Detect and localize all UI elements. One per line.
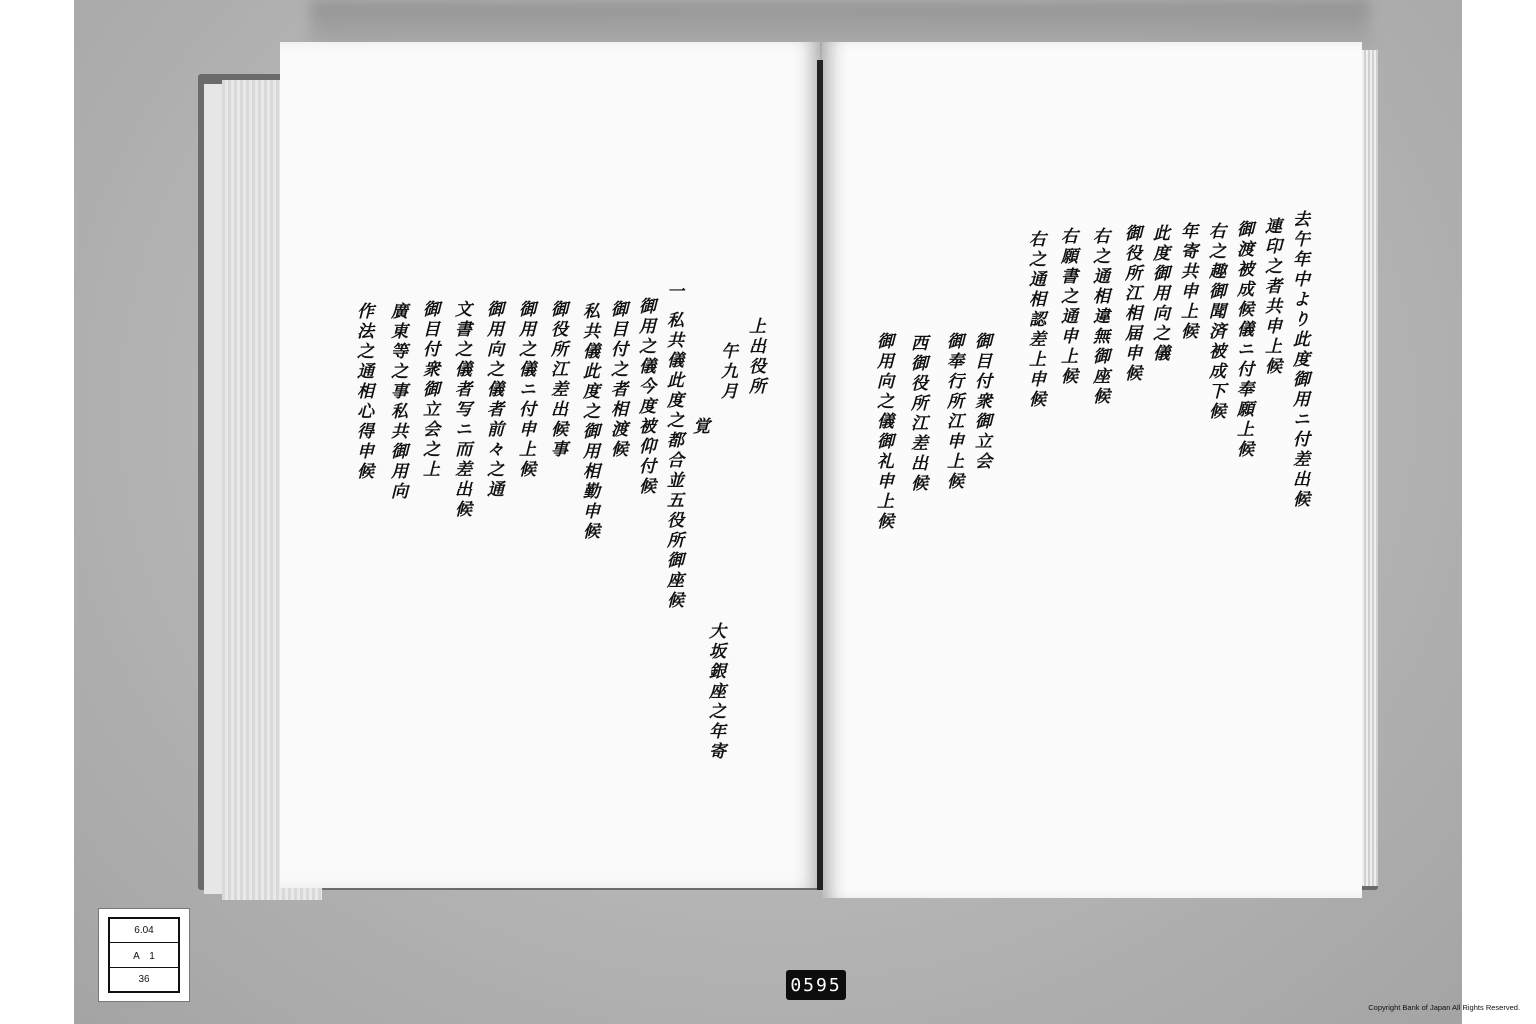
archive-label-row: A 1: [110, 943, 178, 967]
archive-label-row: 6.04: [110, 919, 178, 943]
left-col-2: 覚: [689, 417, 709, 437]
left-page: [280, 42, 820, 888]
right-col-11: 御奉行所江申上候: [943, 332, 963, 492]
left-col-8: 御役所江差出候事: [547, 300, 567, 460]
archive-label: [98, 908, 190, 1002]
left-col-4: 一 私共儀此度之都合並五役所御座候: [663, 282, 683, 611]
left-col-0: 上出役所: [745, 317, 765, 397]
right-col-5: 此度御用向之儀: [1149, 224, 1169, 364]
right-col-0: 去午年中より此度御用ニ付差出候: [1289, 210, 1309, 510]
right-col-2: 御渡被成候儀ニ付奉願上候: [1233, 220, 1253, 460]
right-col-7: 右之通相違無御座候: [1089, 227, 1109, 407]
left-col-7: 私共儀此度之御用相勤申候: [579, 302, 599, 542]
left-col-1: 午九月: [717, 342, 737, 402]
right-col-12: 西御役所江差出候: [907, 334, 927, 494]
right-col-3: 右之趣御聞済被成下候: [1205, 222, 1225, 422]
copyright-notice: Copyright Bank of Japan All Rights Reserved.: [1368, 1003, 1520, 1012]
left-col-6: 御目付之者相渡候: [607, 300, 627, 460]
right-col-8: 右願書之通申上候: [1057, 227, 1077, 387]
right-col-10: 御目付衆御立会: [971, 332, 991, 472]
archive-label-row: 36: [138, 973, 150, 985]
right-col-4: 年寄共申上候: [1177, 222, 1197, 342]
right-col-1: 連印之者共申上候: [1261, 217, 1281, 377]
left-col-14: 作法之通相心得申候: [353, 302, 373, 482]
left-col-13: 廣東等之事私共御用向: [387, 302, 407, 502]
left-col-3: 大坂銀座之年寄: [705, 622, 725, 762]
right-page: [822, 42, 1362, 898]
right-col-6: 御役所江相届申候: [1121, 224, 1141, 384]
book-gutter: [817, 60, 823, 890]
left-col-10: 御用向之儀者前々之通: [483, 300, 503, 500]
left-col-9: 御用之儀ニ付申上候: [515, 300, 535, 480]
left-col-12: 御目付衆御立会之上: [419, 300, 439, 480]
right-col-13: 御用向之儀御礼申上候: [873, 332, 893, 532]
archive-label-frame: [108, 917, 180, 993]
frame-number: 0595: [786, 970, 846, 1000]
right-col-9: 右之通相認差上申候: [1025, 230, 1045, 410]
left-col-5: 御用之儀今度被仰付候: [635, 297, 655, 497]
left-col-11: 文書之儀者写ニ而差出候: [451, 300, 471, 520]
